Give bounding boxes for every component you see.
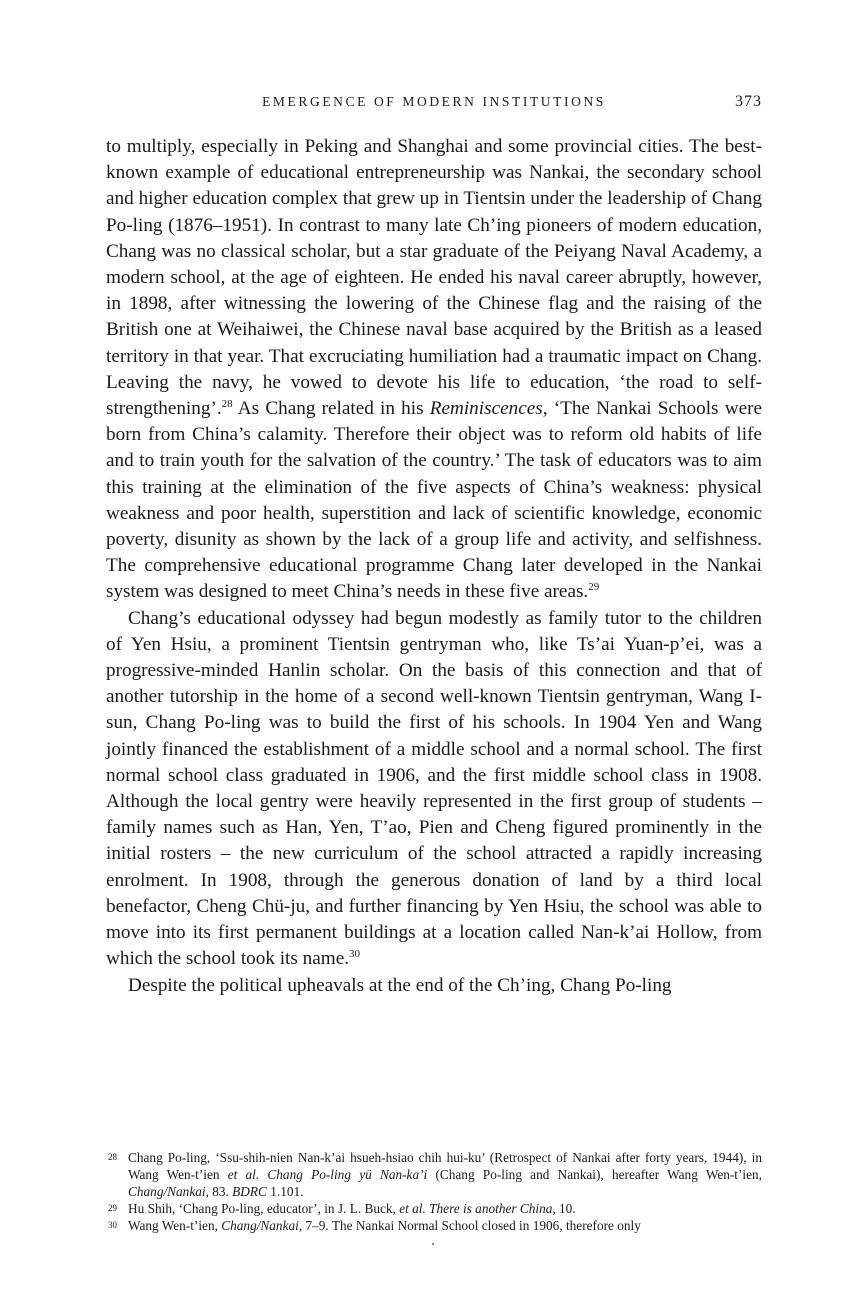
footnote-29 [106, 1200, 762, 1217]
footnote-italic: et al. Chang Po-ling yü Nan-ka’i [227, 1167, 428, 1182]
paragraph-1-text-b: As Chang related in his [232, 398, 430, 420]
page-number: 373 [735, 93, 762, 110]
paragraph-2 [106, 606, 762, 973]
paragraph-2-text: Chang’s educational odyssey had begun modestly as family tutor to the children of Yen Hsiu, a prominent Tientsin gentryman who, like Ts’ai Yuan-p’ei, was a progressive-minded Hanlin scholar. On the basis of this connection and that of another tutorship in the home of a second well-known Tientsin gentryman, Wang I-sun, Chang Po-ling was to build the first of his schools. In 1904 Yen and Wang jointly financed the establishment of a middle school and a normal school. The first normal school class graduated in 1906, and the first middle school class in 1908. Although the local gentry were heavily represented in the first group of students – family names such as Han, Yen, T’ao, Pien and Cheng figured prominently in the initial rosters – the new curriculum of the school attracted a rapidly increasing enrolment. In 1908, through the generous donation of land by a third local benefactor, Cheng Chü-ju, and further financing by Yen Hsiu, the school was able to move into its first permanent buildings at a location called Nan-k’ai Hollow, from which the school took its name. [106, 607, 762, 970]
footnote-italic: Chang/Nankai [221, 1218, 299, 1233]
footnote-text: , 7–9. The Nankai Normal School closed in 1906, therefore only [298, 1218, 641, 1233]
footnote-text: , 83. [205, 1184, 233, 1199]
footnote-text: Hu Shih, ‘Chang Po-ling, educator’, in J. L. Buck, [128, 1201, 400, 1216]
footnote-ref-28: 28 [221, 398, 233, 411]
footnote-number: 29 [108, 1203, 117, 1213]
page-speck [432, 1243, 434, 1245]
footnotes [106, 1149, 762, 1234]
paragraph-1 [106, 134, 762, 606]
footnote-text: (Chang Po-ling and Nankai), hereafter Wang Wen-t’ien, [427, 1167, 762, 1182]
paragraph-1-text-c: , ‘The Nankai Schools were born from China’s calamity. Therefore their object was to reform old habits of life and to train youth for the salvation of the country.’ The task of educators was to aim this training at the elimination of the five aspects of China’s weakness: physical weakness and poor health, superstition and lack of scientific knowledge, economic poverty, disunity as shown by the lack of a group life and activity, and selfishness. The comprehensive educational programme Chang later developed in the Nankai system was designed to meet China’s needs in these five areas. [106, 398, 762, 603]
reminiscences-title: Reminiscences [429, 398, 543, 420]
footnote-number: 28 [108, 1152, 117, 1162]
footnote-28 [106, 1149, 762, 1200]
paragraph-1-text-a: to multiply, especially in Peking and Shanghai and some provincial cities. The best-known example of educational entrepreneurship was Nankai, the secondary school and higher education complex that grew up in Tientsin under the leadership of Chang Po-ling (1876–1951). In contrast to many late Ch’ing pioneers of modern education, Chang was no classical scholar, but a star graduate of the Peiyang Naval Academy, a modern school, at the age of eighteen. He ended his naval career abruptly, however, in 1898, after witnessing the lowering of the Chinese flag and the raising of the British one at Weihaiwei, the Chinese naval base acquired by the British as a leased territory in that year. That excruciating humiliation had a traumatic impact on Chang. Leaving the navy, he vowed to devote his life to education, ‘the road to self-strengthening’. [106, 136, 762, 420]
footnote-number: 30 [108, 1220, 117, 1230]
footnote-italic: et al. There is another China [399, 1201, 553, 1216]
running-title: EMERGENCE OF MODERN INSTITUTIONS [262, 94, 606, 109]
paragraph-3 [106, 973, 762, 999]
footnote-text: , 10. [552, 1201, 576, 1216]
footnote-ref-29: 29 [588, 581, 600, 594]
footnote-text: Chang Po-ling, ‘Ssu-shih-nien Nan-k’ai hsueh-hsiao chih hui-ku’ (Retrospect of Nankai after forty years, 1944), in Wang Wen-t’ien [128, 1150, 762, 1182]
page-header [106, 94, 762, 118]
footnote-30 [106, 1217, 762, 1234]
footnote-text: 1.101. [266, 1184, 304, 1199]
main-text [106, 134, 762, 999]
footnote-italic: Chang/Nankai [128, 1184, 206, 1199]
paragraph-3-text: Despite the political upheavals at the end of the Ch’ing, Chang Po-ling [128, 974, 672, 996]
footnote-italic: BDRC [232, 1184, 267, 1199]
footnote-text: Wang Wen-t’ien, [128, 1218, 222, 1233]
footnote-ref-30: 30 [349, 948, 361, 961]
